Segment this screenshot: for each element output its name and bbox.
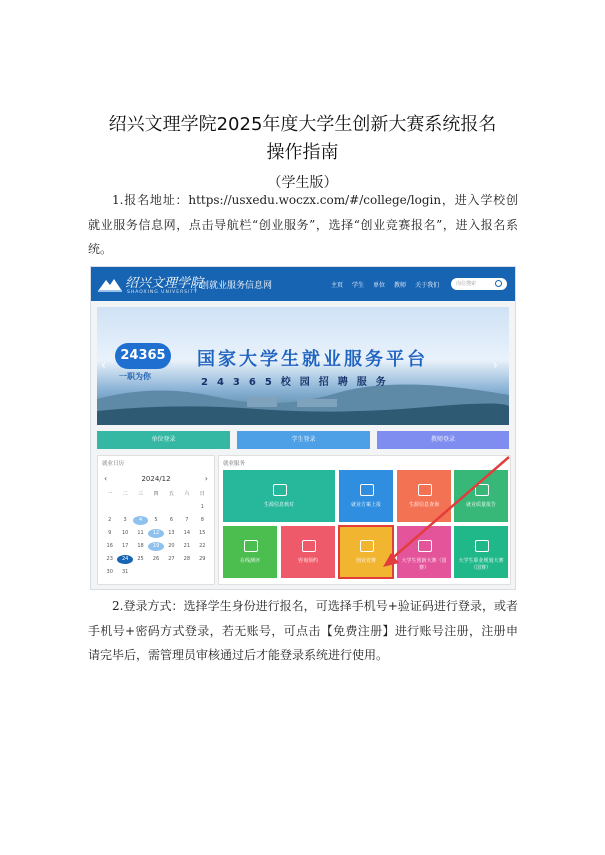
calendar-day[interactable]: 10 [121, 530, 129, 536]
services-title: 就业服务 [223, 461, 246, 467]
website-screenshot [90, 266, 516, 590]
nav-item-about[interactable]: 关于我们 [415, 282, 440, 289]
calendar-day[interactable]: 24 [117, 555, 132, 564]
red-arrow-annotation [91, 267, 515, 589]
calendar-day[interactable]: 22 [199, 543, 206, 549]
weekday-label: 三 [138, 491, 144, 497]
calendar-day[interactable]: 18 [137, 543, 144, 549]
step2-paragraph: 2.登录方式：选择学生身份进行报名，可选择手机号+验证码进行登录，或者手机号+密码方式登录，若无账号，可点击【免费注册】进行账号注册，注册申请完毕后，需管理员审核通过后才能登录系统进行使用。 [88, 599, 518, 662]
nav-item-home[interactable]: 主页 [331, 282, 344, 289]
chevron-right-icon[interactable]: › [493, 358, 498, 372]
weekday-label: 一 [107, 491, 113, 497]
chevron-left-icon[interactable]: ‹ [104, 474, 108, 483]
weekday-label: 二 [122, 491, 128, 497]
calendar-day[interactable]: 12 [148, 529, 163, 538]
service-tile-label: 创业竞赛 [355, 558, 376, 564]
calendar-day[interactable]: 7 [185, 517, 189, 523]
service-tile-label: 大学生职业规划大赛（国赛） [458, 558, 504, 571]
logo-subtext: SHAOXING UNIVERSITY [127, 290, 198, 295]
calendar-day[interactable]: 27 [168, 556, 175, 562]
doc-title-line2: 操作指南 [266, 142, 339, 163]
service-tile-label: 生源信息查询 [408, 502, 439, 508]
calendar-day[interactable]: 13 [168, 530, 175, 536]
calendar-title: 就业日历 [102, 461, 125, 467]
doc-title-line1: 绍兴文理学院2025年度大学生创新大赛系统报名 [108, 114, 497, 135]
calendar-day[interactable]: 8 [200, 517, 204, 523]
banner-slogan: 一职为你 [119, 372, 151, 381]
nav-item-teacher[interactable]: 教师 [394, 282, 407, 289]
calendar-day[interactable]: 4 [133, 516, 148, 525]
service-tile-label: 生源信息核对 [263, 502, 294, 508]
weekday-label: 五 [168, 491, 174, 497]
teacher-login-button[interactable]: 教师登录 [377, 431, 509, 449]
weekday-label: 六 [184, 491, 190, 497]
calendar-day[interactable]: 28 [183, 556, 191, 562]
student-login-button[interactable]: 学生登录 [237, 431, 370, 449]
site-name: 创就业服务信息网 [195, 278, 272, 291]
chevron-left-icon[interactable]: ‹ [101, 358, 106, 372]
logo-text: 绍兴文理学院 [125, 276, 204, 291]
weekday-label: 日 [199, 491, 205, 497]
calendar-day[interactable]: 30 [106, 569, 113, 575]
calendar-day[interactable]: 5 [154, 517, 158, 523]
doc-subtitle: （学生版） [267, 175, 338, 191]
service-tile-label: 就业方案上报 [350, 502, 381, 508]
service-tile-label: 就业质量报告 [465, 502, 496, 508]
banner-subline: 24365校园招聘服务 [201, 377, 395, 388]
calendar-day[interactable]: 19 [148, 542, 163, 551]
calendar-day[interactable]: 3 [123, 517, 127, 523]
calendar-day[interactable]: 1 [200, 504, 204, 510]
calendar-day[interactable]: 17 [121, 543, 129, 549]
calendar-day[interactable]: 9 [108, 530, 112, 536]
service-tile-label: 在线测评 [239, 558, 260, 564]
banner-badge: 24365 [115, 343, 171, 369]
banner-headline: 国家大学生就业服务平台 [197, 349, 428, 370]
calendar-day[interactable]: 14 [183, 530, 191, 536]
calendar-day[interactable]: 2 [108, 517, 112, 523]
weekday-label: 四 [153, 491, 159, 497]
calendar-day[interactable]: 23 [106, 556, 113, 562]
calendar-day[interactable]: 15 [199, 530, 206, 536]
calendar-day[interactable]: 6 [169, 517, 174, 523]
calendar-day[interactable]: 25 [137, 556, 144, 562]
calendar-day[interactable]: 26 [152, 556, 160, 562]
calendar-day[interactable]: 31 [121, 569, 129, 575]
service-tile-label: 大学生创新大赛（国赛） [401, 558, 447, 571]
calendar-day[interactable]: 11 [137, 530, 144, 536]
nav-item-employer[interactable]: 单位 [373, 282, 386, 289]
calendar-day[interactable]: 20 [168, 543, 175, 549]
nav-item-student[interactable]: 学生 [352, 282, 365, 289]
chevron-right-icon[interactable]: › [204, 474, 208, 483]
calendar-day[interactable]: 29 [199, 556, 206, 562]
calendar-day[interactable]: 16 [106, 543, 113, 549]
service-tile-label: 咨询预约 [297, 558, 318, 564]
employer-login-button[interactable]: 单位登录 [97, 431, 230, 449]
step1-paragraph: 1.报名地址：https://usxedu.woczx.com/#/college/login，进入学校创就业服务信息网，点击导航栏“创业服务”，选择“创业竞赛报名”，进入报名系统。 [88, 193, 518, 256]
search-placeholder: 岗位搜索 [456, 281, 477, 287]
calendar-day[interactable]: 21 [183, 543, 191, 549]
calendar-month: 2024/12 [141, 475, 171, 483]
